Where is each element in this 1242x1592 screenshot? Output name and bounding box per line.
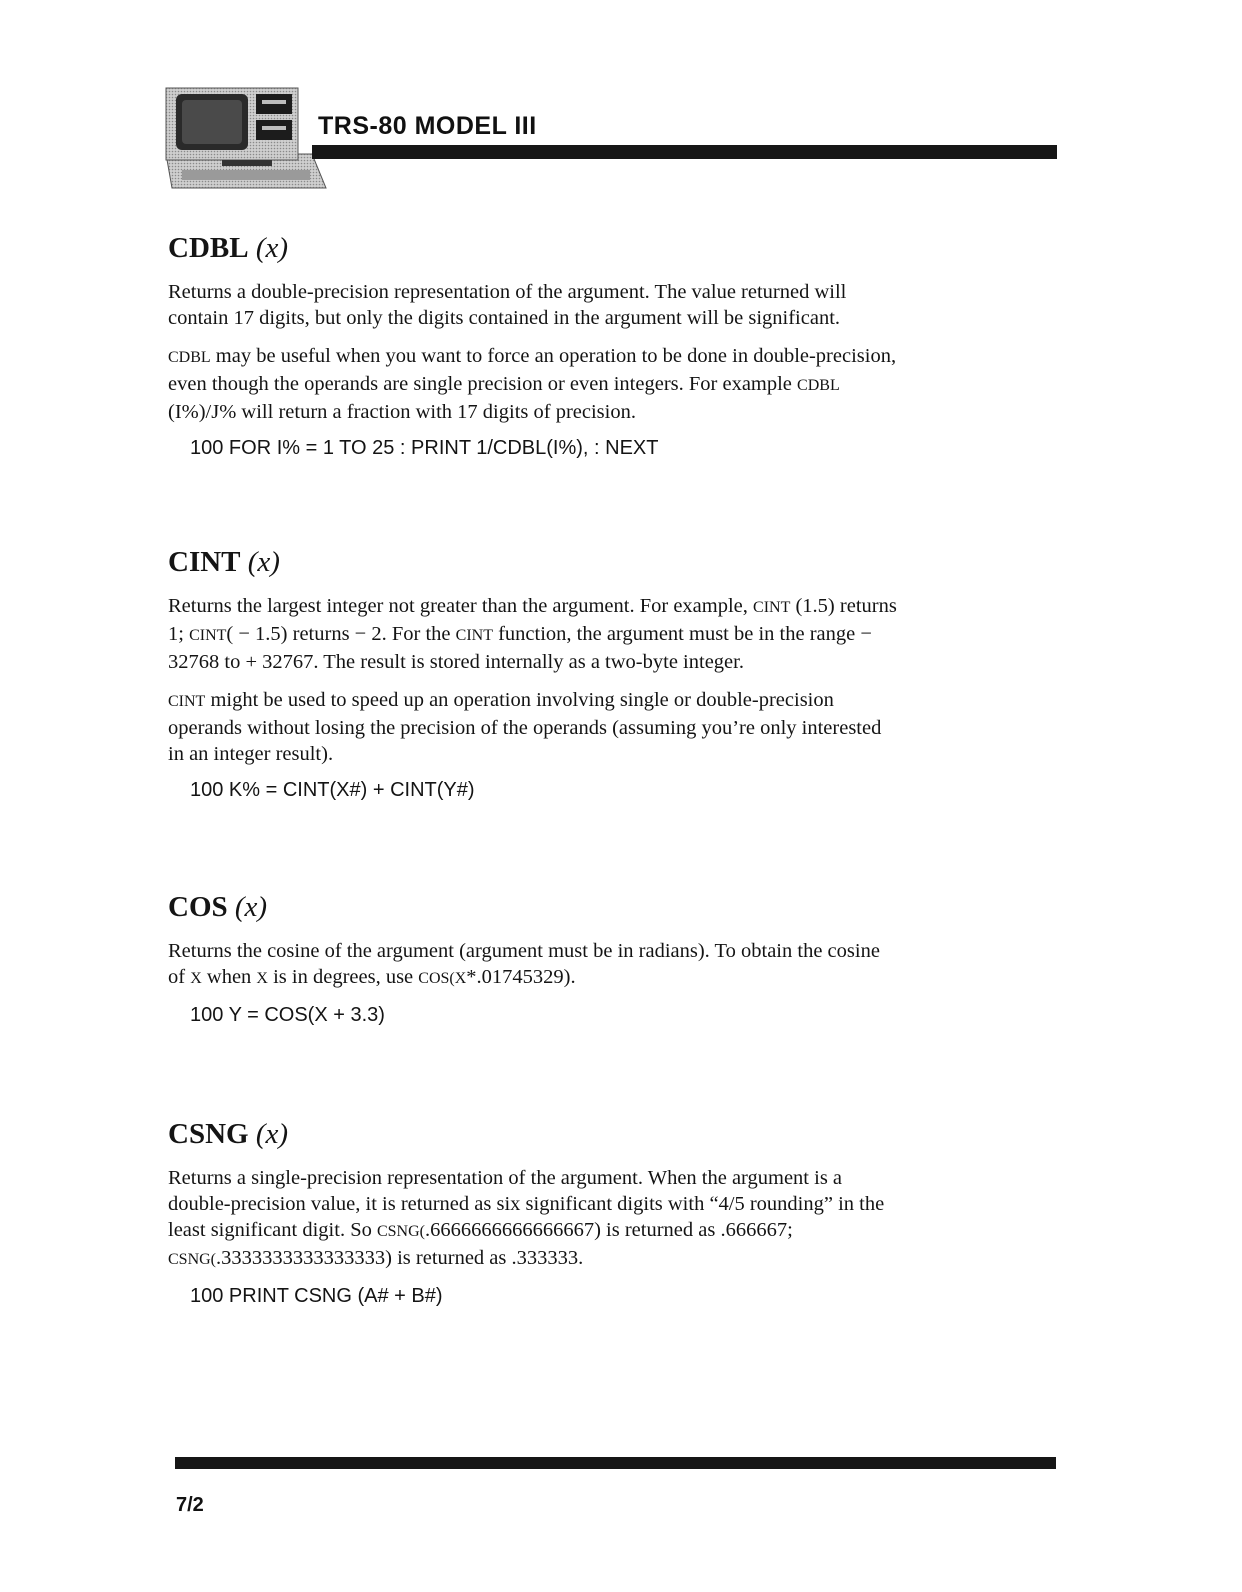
paragraph-text: Returns the cosine of the argument (argument must be in radians). To obtain the cosine of bbox=[168, 940, 880, 988]
function-keyword: COS bbox=[168, 891, 228, 923]
paragraph-text: .6666666666666667) is returned as .666667; bbox=[424, 1219, 793, 1241]
paragraph-text: (1.5) returns 1; bbox=[168, 595, 897, 645]
entry-heading bbox=[168, 891, 898, 924]
paragraph-text: might be used to speed up an operation involving single or double-precision operands without losing the precision of the operands (assuming you’re only interested in an integer result). bbox=[168, 689, 882, 765]
function-keyword: CINT bbox=[168, 546, 241, 578]
entry-csng bbox=[168, 1118, 898, 1308]
keyword-smallcaps: CSNG( bbox=[168, 1251, 217, 1268]
keyword-smallcaps: X bbox=[190, 970, 202, 987]
code-example: 100 Y = COS(X + 3.3) bbox=[190, 1004, 385, 1026]
code-example: 100 PRINT CSNG (A# + B#) bbox=[190, 1285, 443, 1307]
function-argument: (x) bbox=[255, 1118, 289, 1150]
body-paragraph bbox=[168, 593, 898, 675]
code-example: 100 K% = CINT(X#) + CINT(Y#) bbox=[190, 779, 475, 801]
paragraph-text: .3333333333333333) is returned as .333333. bbox=[216, 1247, 584, 1269]
trs80-computer-logo bbox=[162, 84, 328, 192]
body-paragraph bbox=[168, 687, 898, 767]
entry-cos bbox=[168, 891, 898, 1027]
entry-heading bbox=[168, 232, 898, 265]
keyword-smallcaps: COS(X bbox=[418, 970, 467, 987]
keyword-smallcaps: CINT bbox=[168, 693, 206, 710]
paragraph-text: may be useful when you want to force an operation to be done in double-precision, even though the operands are single precision or even integers. For example bbox=[168, 345, 897, 395]
paragraph-text: *.01745329). bbox=[466, 966, 576, 988]
entry-cdbl bbox=[168, 232, 898, 460]
entry-cint bbox=[168, 546, 898, 802]
paragraph-text: when bbox=[201, 966, 257, 988]
paragraph-text: ( − 1.5) returns − 2. For the bbox=[226, 623, 456, 645]
header-title: TRS-80 MODEL III bbox=[318, 112, 537, 140]
keyword-smallcaps: CINT bbox=[455, 627, 493, 644]
entry-heading bbox=[168, 546, 898, 579]
paragraph-text: Returns a double-precision representation of the argument. The value returned will contain 17 digits, but only the digits contained in the argument will be significant. bbox=[168, 281, 847, 329]
paragraph-text: (I%)/J% will return a fraction with 17 digits of precision. bbox=[168, 401, 636, 423]
function-argument: (x) bbox=[234, 891, 268, 923]
keyword-smallcaps: CDBL bbox=[797, 377, 840, 394]
body-paragraph bbox=[168, 938, 898, 992]
code-example: 100 FOR I% = 1 TO 25 : PRINT 1/CDBL(I%), : NEXT bbox=[190, 437, 659, 459]
function-keyword: CSNG bbox=[168, 1118, 249, 1150]
keyword-smallcaps: CINT bbox=[189, 627, 227, 644]
footer-rule bbox=[175, 1457, 1056, 1469]
paragraph-text: Returns a single-precision representation of the argument. When the argument is a double-precision value, it is returned as six significant digits with “4/5 rounding” in the least significant digit. So bbox=[168, 1167, 885, 1241]
paragraph-text: function, the argument must be in the range − 32768 to + 32767. The result is stored internally as a two-byte integer. bbox=[168, 623, 872, 673]
entry-heading bbox=[168, 1118, 898, 1151]
body-paragraph bbox=[168, 1165, 898, 1273]
function-argument: (x) bbox=[255, 232, 289, 264]
body-paragraph bbox=[168, 343, 898, 425]
header-rule bbox=[312, 145, 1057, 159]
paragraph-text: Returns the largest integer not greater than the argument. For example, bbox=[168, 595, 754, 617]
keyword-smallcaps: CSNG( bbox=[376, 1223, 425, 1240]
page-number: 7/2 bbox=[176, 1494, 204, 1516]
paragraph-text: is in degrees, use bbox=[267, 966, 419, 988]
body-paragraph bbox=[168, 279, 898, 331]
keyword-smallcaps: X bbox=[256, 970, 268, 987]
function-argument: (x) bbox=[247, 546, 280, 578]
keyword-smallcaps: CDBL bbox=[168, 349, 211, 366]
function-keyword: CDBL bbox=[168, 232, 249, 264]
keyword-smallcaps: CINT bbox=[753, 599, 791, 616]
